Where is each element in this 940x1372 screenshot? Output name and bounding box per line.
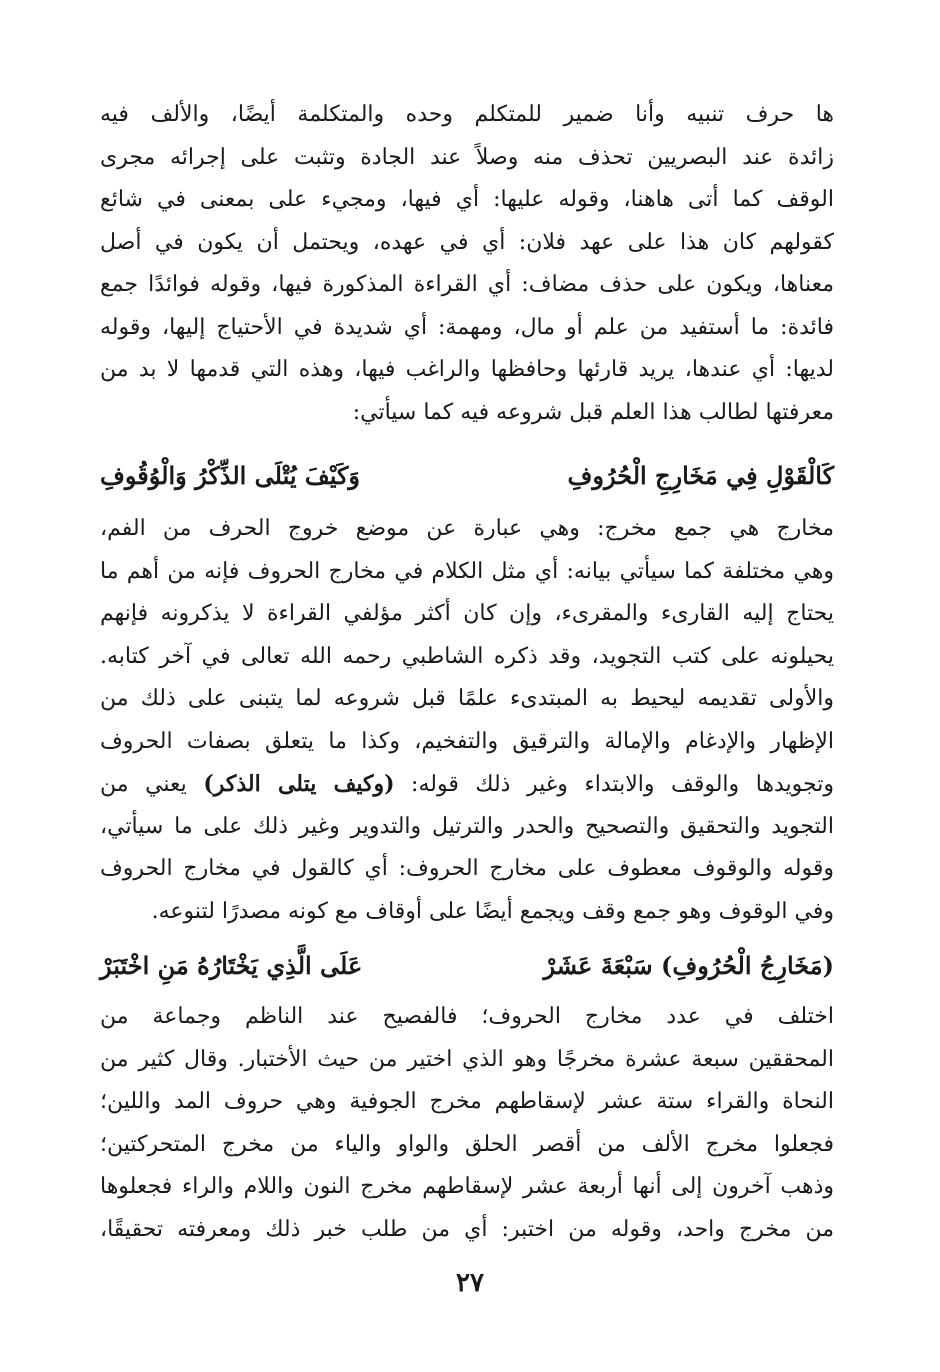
text-line: لديها: أي عندها، يريد قارئها وحافظها والراغب فيها، وهذه التي قدمها لا بد من bbox=[100, 357, 834, 382]
poem-verse-2 bbox=[100, 942, 834, 988]
text-line: وفي الوقوف وهو جمع وقف ويجمع أيضًا على أوقاف مع كونه مصدرًا لتنوعه. bbox=[151, 898, 834, 924]
text-line: والأولى تقديمه ليحيط به المبتدىء علمًا قبل شروعه لما يتبنى على ذلك من bbox=[100, 686, 834, 711]
text-line: التجويد والتحقيق والتصحيح والحدر والترتيل والتدوير وغير ذلك على ما سيأتي، bbox=[100, 813, 834, 839]
verse-first-hemistich: (مَخَارِجُ الْحُرُوفِ) سَبْعَةَ عَشَرْ bbox=[543, 950, 834, 980]
text-line: يحتاج إليه القارىء والمقرىء، وإن كان أكثر مؤلفي القراءة لا يذكرونه فإنهم bbox=[100, 601, 834, 626]
text-line: الإظهار والإدغام والإمالة والترقيق والتفخيم، وكذا ما يتعلق بصفات الحروف bbox=[100, 728, 834, 754]
text-line: وقوله والوقوف معطوف على مخارج الحروف: أي كالقول في مخارج الحروف bbox=[100, 856, 834, 881]
text-segment: يعني من bbox=[100, 772, 204, 797]
text-line: معناها، ويكون على حذف مضاف: أي القراءة المذكورة فيها، وقوله فوائدًا جمع bbox=[100, 272, 834, 297]
text-line: المحققين سبعة عشرة مخرجًا وهو الذي اختير من حيث الأختبار. وقال كثير من bbox=[100, 1046, 834, 1072]
commentary-paragraph-3 bbox=[100, 996, 834, 1251]
text-segment: وتجويدها والوقف والابتداء وغير ذلك قوله: bbox=[394, 772, 834, 797]
text-line: الوقف كما أتى هاهنا، وقوله عليها: أي فيها، ومجيء على بمعنى في شائع bbox=[100, 187, 834, 212]
verse-second-hemistich: وَكَيْفَ يُتْلَى الذِّكْرُ وَالْوُقُوفِ bbox=[100, 460, 361, 490]
text-line: من مخرج واحد، وقوله من اختبر: أي من طلب خبر ذلك ومعرفته تحقيقًا، bbox=[100, 1216, 834, 1242]
text-line: اختلف في عدد مخارج الحروف؛ فالفصيح عند الناظم وجماعة من bbox=[100, 1004, 834, 1029]
text-line: وهي مختلفة كما سيأتي بيانه: أي مثل الكلام في مخارج الحروف فإنه من أهم ما bbox=[100, 558, 834, 584]
text-line: ها حرف تنبيه وأنا ضمير للمتكلم وحده والمتكلمة أيضًا، والألف فيه bbox=[100, 102, 834, 127]
commentary-paragraph-1 bbox=[100, 94, 834, 434]
page-number: ٢٧ bbox=[456, 1268, 484, 1298]
text-line: مخارج هي جمع مخرج: وهي عبارة عن موضع خروج الحرف من الفم، bbox=[100, 516, 834, 541]
text-line: كقولهم كان هذا على عهد فلان: أي في عهده، ويحتمل أن يكون في أصل bbox=[100, 229, 834, 255]
verse-first-hemistich: كَالْقَوْلِ فِي مَخَارِجِ الْحُرُوفِ bbox=[567, 460, 834, 490]
text-line: يحيلونه على كتب التجويد، وقد ذكره الشاطبي رحمه الله تعالى في آخر كتابه. bbox=[100, 643, 834, 669]
text-line: فجعلوا مخرج الألف من أقصر الحلق والواو والياء من مخرج المتحركتين؛ bbox=[100, 1131, 834, 1157]
poem-verse-1 bbox=[100, 452, 834, 498]
verse-second-hemistich: عَلَى الَّذِي يَخْتَارُهُ مَنِ اخْتَبَرْ bbox=[100, 950, 363, 980]
text-line: النحاة والقراء ستة عشر لإسقاطهم مخرج الجوفية وهي حروف المد واللين؛ bbox=[100, 1089, 834, 1114]
commentary-paragraph-2 bbox=[100, 508, 834, 933]
text-line: وذهب آخرون إلى أنها أربعة عشر لإسقاطهم مخرج النون واللام والراء فجعلوها bbox=[100, 1174, 834, 1199]
text-line: فائدة: ما أستفيد من علم أو مال، ومهمة: أي شديدة في الأحتياج إليها، وقوله bbox=[100, 314, 834, 340]
text-line: معرفتها لطالب هذا العلم قبل شروعه فيه كما سيأتي: bbox=[352, 399, 834, 425]
text-line-with-quote bbox=[100, 763, 834, 806]
text-line: زائدة عند البصريين تحذف منه وصلاً عند الجادة وتثبت على إجرائه مجرى bbox=[100, 144, 834, 170]
quoted-verse-phrase: (وكيف يتلى الذكر) bbox=[203, 771, 395, 797]
